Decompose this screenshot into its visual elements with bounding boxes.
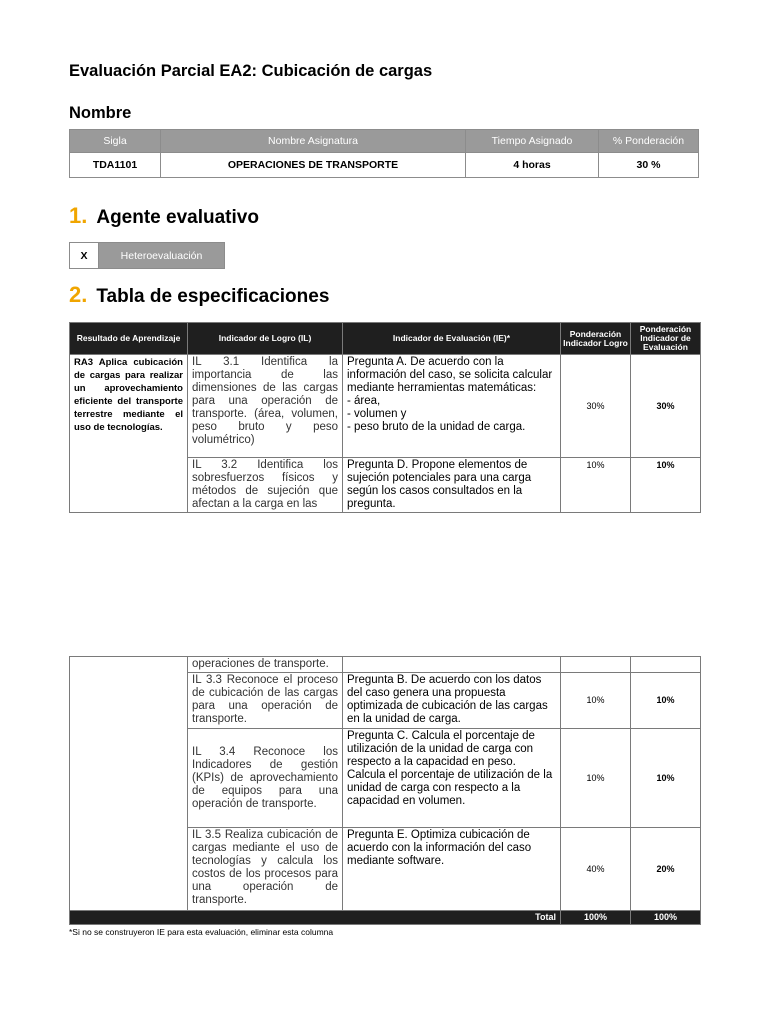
- agente-label: Heteroevaluación: [99, 243, 225, 269]
- ie-line: - área,: [347, 395, 381, 407]
- spec-table-part2: [69, 656, 701, 925]
- ponderacion-ie-continued: [631, 657, 701, 673]
- header-nombre-asignatura: Nombre Asignatura: [161, 130, 466, 153]
- resultado-aprendizaje-continued: [70, 657, 188, 911]
- ponderacion-il-3-4: 10%: [561, 729, 631, 828]
- ie-line: Pregunta C. Calcula el porcentaje de utilización de la unidad de carga con respecto a la capacidad en peso.: [347, 730, 535, 768]
- header-indicador-evaluacion: Indicador de Evaluación (IE)*: [343, 323, 561, 355]
- section-number: 1.: [69, 203, 88, 228]
- ponderacion-ie-c: 10%: [631, 729, 701, 828]
- ponderacion-ie-b: 10%: [631, 673, 701, 729]
- spec-table-part1: [69, 322, 701, 513]
- ponderacion-il-3-1: 30%: [561, 355, 631, 458]
- ie-line: - peso bruto de la unidad de carga.: [347, 421, 526, 433]
- header-tiempo-asignado: Tiempo Asignado: [466, 130, 599, 153]
- header-indicador-logro: Indicador de Logro (IL): [188, 323, 343, 355]
- ie-pregunta-c: [343, 729, 561, 828]
- nombre-label: Nombre: [69, 104, 132, 122]
- ie-line: Calcula el porcentaje de utilización de la unidad de carga con respecto a la capacidad en volumen.: [347, 769, 553, 807]
- agente-mark: X: [70, 243, 99, 269]
- il-3-3: IL 3.3 Reconoce el proceso de cubicación de las cargas para una operación de transporte.: [188, 673, 343, 729]
- ie-pregunta-a: [343, 355, 561, 458]
- ponderacion-il-3-3: 10%: [561, 673, 631, 729]
- header-ponderacion-il: Ponderación Indicador Logro: [561, 323, 631, 355]
- section-title: Tabla de especificaciones: [96, 286, 330, 307]
- resultado-aprendizaje-cell: RA3 Aplica cubicación de cargas para realizar un aprovechamiento eficiente del transporte terrestre mediante el uso de tecnologías.: [70, 355, 188, 513]
- total-il: 100%: [561, 911, 631, 925]
- footnote: *Si no se construyeron IE para esta evaluación, eliminar esta columna: [69, 927, 334, 937]
- header-ponderacion: % Ponderación: [599, 130, 699, 153]
- page-title: Evaluación Parcial EA2: Cubicación de cargas: [69, 62, 433, 80]
- section-title: Agente evaluativo: [96, 207, 259, 228]
- cell-tiempo-asignado: 4 horas: [466, 153, 599, 178]
- cell-nombre-asignatura: OPERACIONES DE TRANSPORTE: [161, 153, 466, 178]
- total-ie: 100%: [631, 911, 701, 925]
- ie-line: Pregunta A. De acuerdo con la información del caso, se solicita calcular mediante herramientas matemáticas:: [347, 356, 553, 394]
- il-3-4: IL 3.4 Reconoce los Indicadores de gestión (KPIs) de aprovechamiento de equipos para una operación de transporte.: [188, 729, 343, 828]
- ponderacion-il-3-2: 10%: [561, 458, 631, 513]
- cell-ponderacion: 30 %: [599, 153, 699, 178]
- ie-pregunta-d: Pregunta D. Propone elementos de sujeción potenciales para una carga según los casos consultados en la pregunta.: [343, 458, 561, 513]
- ponderacion-ie-a: 30%: [631, 355, 701, 458]
- ponderacion-ie-e: 20%: [631, 828, 701, 911]
- total-label: Total: [70, 911, 561, 925]
- section-tabla-especificaciones: [69, 282, 329, 308]
- section-number: 2.: [69, 282, 88, 307]
- header-resultado-aprendizaje: Resultado de Aprendizaje: [70, 323, 188, 355]
- ie-pregunta-b: Pregunta B. De acuerdo con los datos del caso genera una propuesta optimizada de cubicación de las cargas en la unidad de carga.: [343, 673, 561, 729]
- section-agente-evaluativo: [69, 203, 259, 229]
- ponderacion-il-3-5: 40%: [561, 828, 631, 911]
- il-3-1: IL 3.1 Identifica la importancia de las dimensiones de las cargas para una operación de transporte. (área, volumen, peso bruto y peso volumétrico): [188, 355, 343, 458]
- ponderacion-ie-d: 10%: [631, 458, 701, 513]
- ie-continued: [343, 657, 561, 673]
- il-3-2-continued: operaciones de transporte.: [188, 657, 343, 673]
- il-3-2: IL 3.2 Identifica los sobresfuerzos físicos y métodos de sujeción que afectan a la carga en las: [188, 458, 343, 513]
- ie-line: - volumen y: [347, 408, 407, 420]
- ponderacion-il-continued: [561, 657, 631, 673]
- cell-sigla: TDA1101: [70, 153, 161, 178]
- il-3-5: IL 3.5 Realiza cubicación de cargas mediante el uso de tecnologías y calcula los costos de los procesos para una operación de transporte.: [188, 828, 343, 911]
- ie-pregunta-e: Pregunta E. Optimiza cubicación de acuerdo con la información del caso mediante software.: [343, 828, 561, 911]
- agente-table: [69, 242, 225, 269]
- header-ponderacion-ie: Ponderación Indicador de Evaluación: [631, 323, 701, 355]
- header-sigla: Sigla: [70, 130, 161, 153]
- course-info-table: [69, 129, 699, 178]
